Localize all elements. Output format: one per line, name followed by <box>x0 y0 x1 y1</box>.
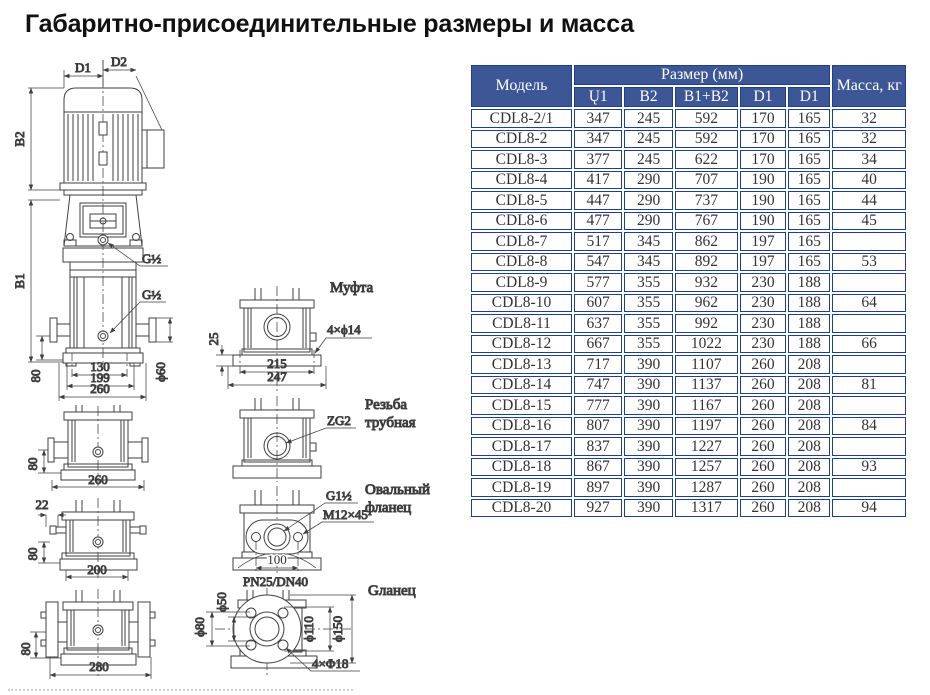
cell-b1b2: 622 <box>675 150 738 169</box>
cell-u1: 717 <box>574 355 622 374</box>
cell-model: CDL8-4 <box>471 171 572 190</box>
dim-4xphi18: 4×Φ18 <box>312 656 349 671</box>
dim-phi150: ϕ150 <box>330 615 345 643</box>
dim-b2: B2 <box>12 131 27 147</box>
cell-u1: 747 <box>574 376 622 395</box>
table-row <box>471 458 906 477</box>
cell-b2: 355 <box>624 273 672 292</box>
cell-u1: 547 <box>574 253 622 272</box>
cell-mass: 32 <box>832 130 906 149</box>
table-row <box>471 150 906 169</box>
cell-d1a: 190 <box>740 212 786 231</box>
cell-model: CDL8-19 <box>471 478 572 497</box>
cell-b1b2: 1167 <box>675 396 738 415</box>
cell-u1: 417 <box>574 171 622 190</box>
cell-d1b: 208 <box>788 478 830 497</box>
coupling-view <box>206 280 374 392</box>
cell-mass: 81 <box>832 376 906 395</box>
cell-d1a: 260 <box>740 396 786 415</box>
table-row <box>471 376 906 395</box>
table-row <box>471 417 906 436</box>
cell-model: CDL8-6 <box>471 212 572 231</box>
table-row <box>471 314 906 333</box>
cell-mass: 45 <box>832 212 906 231</box>
cell-u1: 807 <box>574 417 622 436</box>
cell-d1b: 188 <box>788 294 830 313</box>
table-row <box>471 191 906 210</box>
cell-d1a: 170 <box>740 109 786 128</box>
cell-b2: 345 <box>624 253 672 272</box>
table-row <box>471 130 906 149</box>
dim-d2: D2 <box>111 54 127 69</box>
cell-b2: 390 <box>624 499 672 518</box>
cell-mass: 32 <box>832 109 906 128</box>
cell-b2: 290 <box>624 171 672 190</box>
cell-b1b2: 592 <box>675 109 738 128</box>
dim-phi110: ϕ110 <box>301 616 316 642</box>
cell-d1b: 208 <box>788 376 830 395</box>
main-pump-drawing <box>12 54 173 401</box>
dim-pn25-dn40: PN25/DN40 <box>243 574 309 589</box>
cell-d1b: 208 <box>788 458 830 477</box>
cell-u1: 927 <box>574 499 622 518</box>
table-row <box>471 171 906 190</box>
cell-u1: 347 <box>574 109 622 128</box>
table-row <box>471 478 906 497</box>
cell-model: CDL8-14 <box>471 376 572 395</box>
cell-model: CDL8-2 <box>471 130 572 149</box>
cell-u1: 577 <box>574 273 622 292</box>
cell-d1b: 165 <box>788 171 830 190</box>
cell-b2: 390 <box>624 417 672 436</box>
technical-drawings <box>0 50 460 695</box>
cell-d1a: 170 <box>740 130 786 149</box>
cell-model: CDL8-20 <box>471 499 572 518</box>
cell-u1: 667 <box>574 335 622 354</box>
cell-mass: 40 <box>832 171 906 190</box>
cell-b2: 390 <box>624 396 672 415</box>
dim-g112: G1½ <box>326 488 352 503</box>
cell-b2: 290 <box>624 191 672 210</box>
cell-model: CDL8-9 <box>471 273 572 292</box>
pump-view-4 <box>18 589 155 679</box>
cell-b1b2: 932 <box>675 273 738 292</box>
cell-u1: 477 <box>574 212 622 231</box>
cell-b1b2: 892 <box>675 253 738 272</box>
page-title: Габаритно-присоединительные размеры и масса <box>25 10 634 38</box>
dimensions-table <box>469 63 908 519</box>
header-model: Модель <box>471 65 572 107</box>
cell-b2: 345 <box>624 232 672 251</box>
cell-b1b2: 1107 <box>675 355 738 374</box>
cell-model: CDL8-2/1 <box>471 109 572 128</box>
cell-b2: 355 <box>624 314 672 333</box>
dim-25: 25 <box>206 332 221 346</box>
dim-80-main: 80 <box>28 369 43 383</box>
cell-b1b2: 1137 <box>675 376 738 395</box>
cell-u1: 517 <box>574 232 622 251</box>
cell-b1b2: 1287 <box>675 478 738 497</box>
cell-d1a: 230 <box>740 335 786 354</box>
dim-260-v2: 260 <box>88 472 108 487</box>
cell-d1b: 165 <box>788 212 830 231</box>
cell-model: CDL8-11 <box>471 314 572 333</box>
cell-model: CDL8-18 <box>471 458 572 477</box>
cell-u1: 777 <box>574 396 622 415</box>
cell-mass <box>832 478 906 497</box>
cell-b1b2: 1317 <box>675 499 738 518</box>
cell-model: CDL8-16 <box>471 417 572 436</box>
cell-d1a: 190 <box>740 171 786 190</box>
cell-model: CDL8-5 <box>471 191 572 210</box>
table-row <box>471 253 906 272</box>
cell-mass: 34 <box>832 150 906 169</box>
cell-model: CDL8-13 <box>471 355 572 374</box>
cell-u1: 637 <box>574 314 622 333</box>
dim-g12-top: G½ <box>142 251 162 266</box>
page-bottom-remnant <box>8 689 353 691</box>
dim-130: 130 <box>90 359 110 374</box>
cell-d1b: 188 <box>788 335 830 354</box>
cell-mass: 53 <box>832 253 906 272</box>
table-row <box>471 294 906 313</box>
dim-80-v4: 80 <box>18 642 33 656</box>
dim-d1: D1 <box>75 60 91 75</box>
cell-d1a: 260 <box>740 417 786 436</box>
cell-model: CDL8-15 <box>471 396 572 415</box>
pump-view-3 <box>25 497 146 581</box>
header-mass: Масса, кг <box>832 65 906 107</box>
cell-d1b: 208 <box>788 437 830 456</box>
dim-215: 215 <box>267 356 287 371</box>
label-thread-1: Резьба <box>365 397 408 413</box>
cell-d1a: 260 <box>740 478 786 497</box>
cell-mass: 93 <box>832 458 906 477</box>
cell-b2: 355 <box>624 335 672 354</box>
oval-flange-view <box>233 482 430 589</box>
cell-model: CDL8-3 <box>471 150 572 169</box>
dim-phi60: ϕ60 <box>153 362 168 382</box>
cell-b1b2: 862 <box>675 232 738 251</box>
cell-d1b: 165 <box>788 191 830 210</box>
dim-g12-bot: G½ <box>142 287 162 302</box>
cell-d1b: 208 <box>788 396 830 415</box>
cell-d1b: 208 <box>788 499 830 518</box>
cell-d1b: 165 <box>788 130 830 149</box>
cell-mass: 66 <box>832 335 906 354</box>
pipe-thread-view <box>233 396 416 482</box>
header-b1b2: B1+B2 <box>675 87 738 107</box>
cell-d1a: 260 <box>740 437 786 456</box>
cell-b2: 390 <box>624 478 672 497</box>
dim-200: 200 <box>87 562 107 577</box>
cell-u1: 897 <box>574 478 622 497</box>
cell-u1: 447 <box>574 191 622 210</box>
cell-d1a: 260 <box>740 499 786 518</box>
flange-view <box>192 583 416 678</box>
cell-d1a: 260 <box>740 355 786 374</box>
cell-model: CDL8-8 <box>471 253 572 272</box>
dim-4xphi14: 4×ϕ14 <box>327 322 361 337</box>
cell-u1: 837 <box>574 437 622 456</box>
cell-d1b: 165 <box>788 150 830 169</box>
cell-d1a: 190 <box>740 191 786 210</box>
cell-mass <box>832 355 906 374</box>
cell-b1b2: 1197 <box>675 417 738 436</box>
cell-b2: 390 <box>624 458 672 477</box>
cell-b1b2: 1022 <box>675 335 738 354</box>
cell-b1b2: 592 <box>675 130 738 149</box>
cell-b2: 245 <box>624 109 672 128</box>
table-body <box>471 109 906 517</box>
cell-b2: 245 <box>624 150 672 169</box>
cell-d1a: 260 <box>740 376 786 395</box>
dim-m12x45: M12×45 <box>323 507 368 522</box>
cell-b1b2: 1257 <box>675 458 738 477</box>
label-flange: Gланец <box>368 583 416 599</box>
dim-80-v2: 80 <box>25 457 40 471</box>
cell-d1a: 197 <box>740 253 786 272</box>
cell-u1: 347 <box>574 130 622 149</box>
dim-zg2: ZG2 <box>327 413 351 428</box>
cell-mass <box>832 437 906 456</box>
dim-260: 260 <box>90 381 110 396</box>
header-u1: Ų1 <box>574 87 622 107</box>
header-b2: B2 <box>624 87 672 107</box>
cell-b2: 390 <box>624 355 672 374</box>
cell-u1: 867 <box>574 458 622 477</box>
cell-d1a: 170 <box>740 150 786 169</box>
cell-mass <box>832 232 906 251</box>
cell-b2: 390 <box>624 437 672 456</box>
cell-u1: 607 <box>574 294 622 313</box>
table-row <box>471 212 906 231</box>
dim-phi80: ϕ80 <box>192 617 207 637</box>
header-d1a: D1 <box>740 87 786 107</box>
cell-d1a: 260 <box>740 458 786 477</box>
cell-mass: 84 <box>832 417 906 436</box>
label-coupling: Муфта <box>330 280 374 296</box>
cell-b1b2: 707 <box>675 171 738 190</box>
dim-b1: B1 <box>12 273 27 289</box>
cell-model: CDL8-12 <box>471 335 572 354</box>
cell-mass <box>832 396 906 415</box>
label-oval-2: фланец <box>365 500 412 516</box>
dim-280: 280 <box>89 659 109 674</box>
cell-d1b: 165 <box>788 109 830 128</box>
cell-d1b: 208 <box>788 355 830 374</box>
table-row <box>471 232 906 251</box>
pump-view-2 <box>25 405 148 491</box>
table-row <box>471 109 906 128</box>
table-row <box>471 355 906 374</box>
cell-b2: 355 <box>624 294 672 313</box>
junction-box <box>142 130 164 168</box>
dim-247: 247 <box>267 369 287 384</box>
cell-d1b: 188 <box>788 314 830 333</box>
cell-model: CDL8-7 <box>471 232 572 251</box>
cell-b1b2: 1227 <box>675 437 738 456</box>
dimensions-table-wrap <box>469 63 908 519</box>
dim-199: 199 <box>90 370 110 385</box>
cell-d1b: 165 <box>788 232 830 251</box>
cell-d1b: 208 <box>788 417 830 436</box>
label-oval-1: Овальный <box>365 482 430 498</box>
label-thread-2: трубная <box>365 415 416 431</box>
cell-d1b: 188 <box>788 273 830 292</box>
table-row <box>471 437 906 456</box>
header-d1b: D1 <box>788 87 830 107</box>
table-row <box>471 335 906 354</box>
cell-b1b2: 962 <box>675 294 738 313</box>
cell-b1b2: 767 <box>675 212 738 231</box>
cell-d1a: 197 <box>740 232 786 251</box>
table-row <box>471 273 906 292</box>
cell-mass <box>832 273 906 292</box>
cell-b2: 290 <box>624 212 672 231</box>
cell-mass: 44 <box>832 191 906 210</box>
dim-100: 100 <box>267 552 287 567</box>
dim-phi50: ϕ50 <box>214 592 229 612</box>
cell-d1a: 230 <box>740 294 786 313</box>
dim-80-v3: 80 <box>25 547 40 561</box>
cell-d1b: 165 <box>788 253 830 272</box>
cell-b1b2: 992 <box>675 314 738 333</box>
dim-22: 22 <box>35 497 49 512</box>
cell-d1a: 230 <box>740 273 786 292</box>
cell-b1b2: 737 <box>675 191 738 210</box>
cell-u1: 377 <box>574 150 622 169</box>
cell-d1a: 230 <box>740 314 786 333</box>
cell-model: CDL8-17 <box>471 437 572 456</box>
cell-b2: 245 <box>624 130 672 149</box>
cell-model: CDL8-10 <box>471 294 572 313</box>
cell-mass: 94 <box>832 499 906 518</box>
header-size-group: Размер (мм) <box>574 65 830 85</box>
table-row <box>471 396 906 415</box>
cell-b2: 390 <box>624 376 672 395</box>
cell-mass: 64 <box>832 294 906 313</box>
cell-mass <box>832 314 906 333</box>
table-row <box>471 499 906 518</box>
